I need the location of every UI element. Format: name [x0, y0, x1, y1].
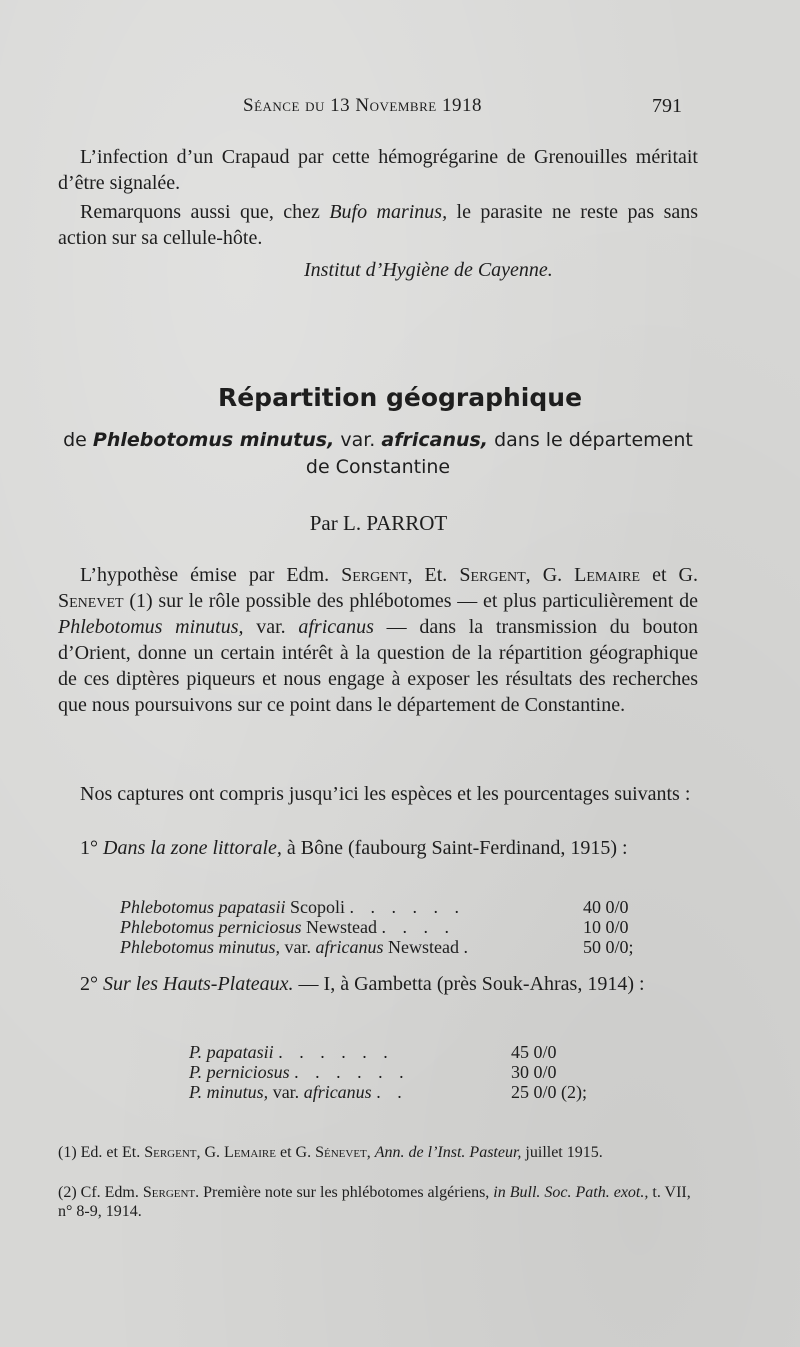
text-segment: , G. — [525, 564, 575, 586]
page-number: 791 — [652, 95, 682, 117]
paragraph-remarquons — [58, 199, 698, 251]
text-segment: (2) Cf. Edm. — [58, 1184, 143, 1201]
footnote-2 — [58, 1183, 708, 1221]
institution-signature: Institut d’Hygiène de Cayenne. — [304, 259, 553, 281]
variety-name: africanus — [315, 937, 384, 957]
paragraph-zone-littorale — [58, 835, 698, 861]
leader-dots: . . . . . . — [349, 897, 466, 917]
species-list-gambetta — [189, 1042, 587, 1102]
leader-dots: . . . . . . — [294, 1062, 410, 1082]
leader-dots: . . . . . . — [278, 1042, 394, 1062]
leader-dots: . — [463, 937, 474, 957]
text-segment: à Bône (faubourg Saint-Ferdinand, 1915) : — [281, 837, 628, 859]
species-name: Phlebotomus minutus, — [58, 616, 244, 638]
text-segment: var. — [268, 1082, 304, 1102]
paragraph-infection: L’infection d’un Crapaud par cette hémogrégarine de Grenouilles méritait d’être signalée. — [58, 146, 698, 194]
leader-dots: . . — [376, 1082, 408, 1102]
species-row — [189, 1062, 557, 1082]
species-name: P. minutus, — [189, 1082, 269, 1102]
species-author: Scopoli — [285, 897, 346, 917]
text-segment: (1) sur le rôle possible des phlébotomes — et plus particulièrement de — [123, 590, 698, 612]
text-segment: . Première note sur les phlébotomes algériens, — [195, 1184, 494, 1201]
species-author: var. — [280, 937, 316, 957]
species-name: P. papatasii — [189, 1042, 274, 1062]
species-row — [120, 917, 629, 937]
journal-name: in Bull. Soc. Path. exot., — [493, 1184, 649, 1201]
author-name: Lemaire — [224, 1144, 276, 1161]
subtitle-segment: de — [63, 429, 93, 451]
author-name: Sergent — [459, 564, 526, 586]
percentage-value: 25 0/0 (2); — [511, 1082, 587, 1102]
percentage-value: 30 0/0 — [511, 1062, 557, 1082]
variety-name: africanus — [303, 1082, 372, 1102]
subtitle-segment: dans le département de Constantine — [305, 429, 693, 478]
species-label — [120, 897, 345, 917]
species-list-bone — [120, 897, 634, 957]
paragraph-hauts-plateaux — [58, 970, 698, 999]
text-segment: et G. — [275, 1144, 316, 1161]
text-segment: juillet 1915. — [521, 1144, 603, 1161]
journal-name: Ann. de l’Inst. Pasteur, — [374, 1144, 522, 1161]
variety-name: africanus — [298, 616, 374, 638]
author-name: Senevet — [58, 590, 124, 612]
species-label — [120, 917, 377, 937]
author-name: Sénevet — [315, 1144, 367, 1161]
species-label — [120, 937, 459, 957]
article-title: Répartition géographique — [217, 383, 583, 412]
zone-name: Sur les Hauts-Plateaux. — [103, 973, 294, 995]
author-name: Sergent — [341, 564, 408, 586]
running-head: Séance du 13 Novembre 1918 — [243, 95, 482, 116]
footnote-1 — [58, 1143, 708, 1162]
article-author: Par L. PARROT — [309, 511, 448, 535]
percentage-value: 50 0/0; — [583, 937, 634, 957]
species-row — [189, 1042, 557, 1062]
text-segment: le parasite ne reste pas sans action sur sa cellule-hôte. — [58, 201, 699, 249]
item-number: 2° — [80, 973, 103, 995]
species-label — [189, 1082, 372, 1102]
zone-name: Dans la zone littorale, — [103, 837, 282, 859]
subtitle-genus: Phlebotomus minutus, — [92, 429, 335, 451]
article-subtitle — [58, 427, 698, 481]
text-segment: Remarquons aussi que, chez — [80, 201, 330, 223]
text-segment: (1) Ed. et Et. — [58, 1144, 145, 1161]
item-number: 1° — [80, 837, 103, 859]
text-segment: t. VII, n° 8-9, 1914. — [58, 1184, 691, 1220]
text-segment: — dans la transmission du bouton d’Orient, donne un certain intérêt à la question de la répartition géographique de ces diptères piqueurs et nous engage à exposer les résultats des recherches que nous poursuivons sur ce point dans le département de Constantine. — [58, 616, 699, 716]
species-name: P. perniciosus — [189, 1062, 290, 1082]
species-name: Phlebotomus perniciosus — [120, 917, 302, 937]
author-name: Lemaire — [574, 564, 641, 586]
species-name: Phlebotomus minutus, — [120, 937, 280, 957]
percentage-value: 10 0/0 — [583, 917, 629, 937]
species-row — [120, 897, 629, 917]
subtitle-variety: africanus, — [381, 429, 489, 451]
species-row — [189, 1082, 587, 1102]
text-segment: , Et. — [407, 564, 460, 586]
species-name: Phlebotomus papatasii — [120, 897, 286, 917]
leader-dots: . . . . — [381, 917, 455, 937]
subtitle-segment: var. — [334, 429, 382, 451]
text-segment: var. — [243, 616, 299, 638]
author-name: Sergent — [142, 1184, 196, 1201]
species-row — [120, 937, 634, 957]
percentage-value: 40 0/0 — [583, 897, 629, 917]
text-segment: et G. — [640, 564, 698, 586]
text-segment: — I, à Gambetta (près Souk-Ahras, 1914) : — [293, 973, 645, 995]
text-segment: , G. — [196, 1144, 225, 1161]
text-segment: , — [366, 1144, 375, 1161]
paragraph-hypothese — [58, 562, 698, 718]
paragraph-captures: Nos captures ont compris jusqu’ici les espèces et les pourcentages suivants : — [80, 783, 691, 805]
species-author: Newstead — [383, 937, 459, 957]
species-label — [189, 1042, 274, 1062]
species-author: Newstead — [301, 917, 377, 937]
percentage-value: 45 0/0 — [511, 1042, 557, 1062]
species-name: Bufo marinus, — [329, 201, 448, 223]
text-segment: L’hypothèse émise par Edm. — [80, 564, 342, 586]
author-name: Sergent — [144, 1144, 197, 1161]
species-label — [189, 1062, 290, 1082]
